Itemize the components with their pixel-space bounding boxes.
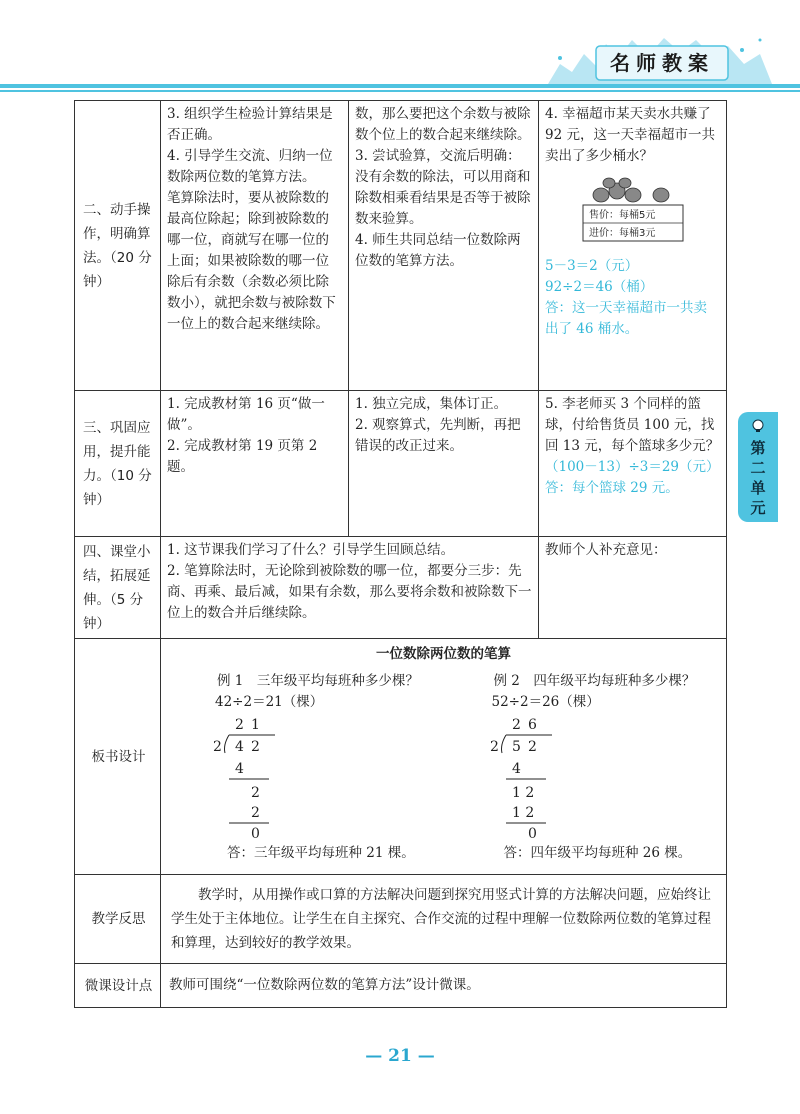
- final-remainder: 0: [251, 826, 260, 839]
- unit-label-char: 单: [750, 479, 766, 497]
- example-answer: 答：四年级平均每班种 26 棵。: [503, 845, 692, 861]
- subtract-line-2: 2: [251, 805, 260, 821]
- example-answer: 答：三年级平均每班种 21 棵。: [227, 845, 415, 861]
- student-activity-cell: [349, 101, 539, 391]
- example-question: 例 2 四年级平均每班种多少棵？: [493, 673, 696, 689]
- long-division-2: [488, 715, 568, 839]
- answer-line: （100－13）÷3＝29（元）: [545, 459, 720, 475]
- teacher-activity-cell: [161, 391, 349, 537]
- text-line: 1. 独立完成，集体订正。: [355, 396, 508, 412]
- board-design-cell: [161, 639, 727, 875]
- row-label-micro: 微课设计点: [75, 964, 161, 1008]
- row-board-design: [75, 639, 727, 875]
- water-bottles-illustration: [581, 173, 685, 243]
- teacher-note-cell: [539, 537, 727, 639]
- answer-line: 92÷2＝46（桶）: [545, 279, 654, 295]
- text-line: 3. 组织学生检验计算结果是否正确。: [167, 106, 333, 143]
- text-line: 数，那么要把这个余数与被除数个位上的数合起来继续除。: [355, 106, 531, 143]
- summary-cell: [161, 537, 539, 639]
- text-line: 4. 师生共同总结一位数除两位数的笔算方法。: [355, 232, 521, 269]
- brand-title: 名师教案: [610, 51, 714, 75]
- subtract-line-1: 4: [511, 761, 521, 777]
- text-line: 笔算除法时，要从被除数的最高位除起；除到被除数的哪一位，商就写在哪一位的上面；如果被除数的哪一位除后有余数（余数必须比除数小），就把余数与被除数下一位上的数合起来继续除。: [167, 190, 336, 332]
- row-hands-on: [75, 101, 727, 391]
- unit-label-char: 二: [750, 459, 766, 477]
- quotient-digit: 2: [235, 717, 244, 733]
- divisor: 2: [489, 739, 499, 755]
- text-line: 4. 引导学生交流、归纳一位数除两位数的笔算方法。: [167, 148, 333, 185]
- lightbulb-icon: [748, 418, 768, 434]
- long-division-1: [211, 715, 291, 839]
- text-line: 3. 尝试验算，交流后明确：没有余数的除法，可以用商和除数相乘看结果是否等于被除数来验算。: [355, 148, 531, 227]
- unit-label-char: 元: [750, 499, 766, 517]
- question-text: 4. 幸福超市某天卖水共赚了 92 元，这一天幸福超市一共卖出了多少桶水？: [545, 106, 715, 164]
- text-line: 2. 完成教材第 19 页第 2 题。: [167, 438, 318, 475]
- dividend-digit: 2: [527, 739, 537, 755]
- row-label-consolidate: 三、巩固应用，提升能力。（10 分钟）: [75, 391, 161, 537]
- dividend-digit: 4: [235, 739, 244, 755]
- unit-label: [738, 438, 778, 518]
- text-line: 2. 笔算除法时，无论除到被除数的哪一位，都要分三步：先商、再乘、最后减，如果有余数，那么要将余数和被除数下一位上的数合并后继续除。: [167, 563, 532, 621]
- lesson-table: [74, 100, 726, 1016]
- quotient-digit: 2: [511, 717, 521, 733]
- row-label-summary: 四、课堂小结，拓展延伸。（5 分钟）: [75, 537, 161, 639]
- dividend-digit: 5: [511, 739, 521, 755]
- quotient-digit: 1: [251, 717, 260, 733]
- teacher-activity-cell: [161, 101, 349, 391]
- answer-line: 5－3＝2（元）: [545, 258, 639, 274]
- row-label-board: 板书设计: [75, 639, 161, 875]
- cost-label: 进价：每桶3元: [589, 228, 656, 239]
- row-micro-lesson: [75, 964, 727, 1008]
- micro-text: 教师可围绕“一位数除两位数的笔算方法”设计微课。: [161, 964, 727, 1008]
- note-label: 教师个人补充意见：: [545, 542, 667, 558]
- quotient-digit: 6: [527, 717, 537, 733]
- row-label-reflection: 教学反思: [75, 875, 161, 964]
- example-question: 例 1 三年级平均每班种多少棵？: [217, 673, 419, 689]
- reflection-text: 教学时，从用操作或口算的方法解决问题到探究用竖式计算的方法解决问题，应始终让学生处于主体地位。让学生在自主探究、合作交流的过程中理解一位数除两位数的笔算过程和算理，达到较好的教学效果。: [161, 875, 727, 964]
- remainder-line-1: 1 2: [511, 785, 534, 801]
- text-line: 1. 这节课我们学习了什么？引导学生回顾总结。: [167, 542, 455, 558]
- row-label-hands-on: 二、动手操作，明确算法。（20 分钟）: [75, 101, 161, 391]
- page-number: — 21 —: [365, 1046, 435, 1066]
- subtract-line-1: 4: [235, 761, 244, 777]
- board-title: 一位数除两位数的笔算: [376, 646, 511, 662]
- subtract-line-2: 1 2: [511, 805, 534, 821]
- text-line: 2. 观察算式，先判断，再把错误的改正过来。: [355, 417, 521, 454]
- answer-line: 答：每个篮球 29 元。: [545, 480, 679, 496]
- row-reflection: [75, 875, 727, 964]
- divisor: 2: [213, 739, 222, 755]
- remainder-line-1: 2: [251, 785, 260, 801]
- example-equation: 42÷2＝21（棵）: [215, 694, 324, 710]
- final-remainder: 0: [527, 826, 537, 839]
- row-summary: [75, 537, 727, 639]
- exercise-cell: [539, 391, 727, 537]
- exercise-cell: [539, 101, 727, 391]
- text-line: 1. 完成教材第 16 页“做一做”。: [167, 396, 325, 433]
- dividend-digit: 2: [251, 739, 260, 755]
- answer-line: 答：这一天幸福超市一共卖出了 46 桶水。: [545, 300, 707, 337]
- price-label: 售价：每桶5元: [589, 210, 656, 221]
- example-equation: 52÷2＝26（棵）: [491, 694, 600, 710]
- unit-label-char: 第: [750, 439, 766, 457]
- unit-side-tab: [738, 412, 778, 522]
- question-text: 5. 李老师买 3 个同样的篮球，付给售货员 100 元，找回 13 元，每个篮球多少元？: [545, 396, 720, 454]
- row-consolidate: [75, 391, 727, 537]
- example-1: [167, 671, 444, 864]
- example-2: [444, 671, 721, 864]
- student-activity-cell: [349, 391, 539, 537]
